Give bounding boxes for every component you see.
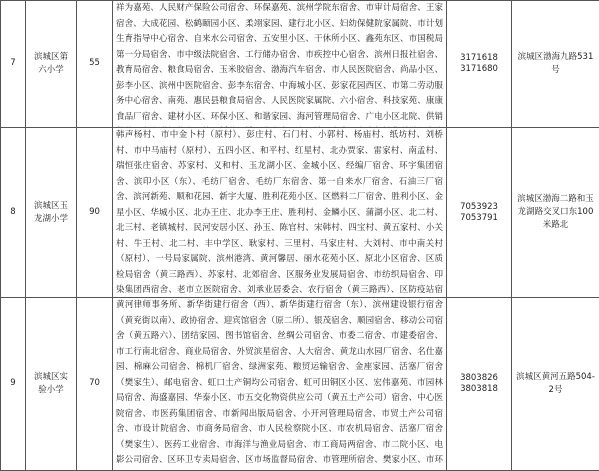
enrollment-area	[113, 128, 447, 298]
row-number: 9	[1, 298, 26, 471]
phone-1: 7053923	[460, 201, 498, 212]
school-address: 滨城区渤海二路和玉龙湖路交叉口东100米路北	[512, 128, 599, 298]
row-number: 8	[1, 128, 26, 298]
enrollment-area	[113, 1, 447, 128]
school-name: 滨城区实验小学	[26, 298, 77, 471]
enrollment-area	[113, 298, 447, 471]
enrollment-area-text: 祥为嘉苑、人民财产保险公司宿舍、环保嘉苑、滨州学院东宿舍、市审计局宿舍、王家宿舍、大成花园、松鹤颐园小区、柔翊家园、建行北小区、妇幼保健院家属院、市计划生育指导中心宿舍、自来水公司宿舍、五安里小区、干休所小区、鑫苑东区、市国税局第一分局宿舍、市中级法院宿舍、工行储办宿舍、市疾控中心宿舍、滨州日报社宿舍、教育局宿舍、粮食局宿舍、玉米胶宿舍、渤海汽车宿舍、市人民医院宿舍、尚品小区、彭李小区、滨州中医院宿舍、彭李东宿舍、中海城小区、彭家花园西区、市第二劳动服务中心宿舍、南苑、惠民县粮食局宿舍、人民医院家属院、六小宿舍、科技家苑、康康食品厂宿舍、建材小区、环保小区、和谐家园、海河管理局宿舍、广电小区北院、供销	[116, 3, 443, 122]
row-number: 7	[1, 1, 26, 128]
enrollment-count: 70	[77, 298, 113, 471]
phone-2: 7053791	[460, 212, 498, 223]
phone-1: 3803826	[460, 373, 498, 383]
contact-phones	[447, 1, 512, 128]
contact-phones	[447, 298, 512, 471]
enrollment-count: 55	[77, 1, 113, 128]
school-address: 滨城区黄河五路504-2号	[512, 298, 599, 471]
school-address: 滨城区渤海九路531号	[512, 1, 599, 128]
school-name: 滨城区第六小学	[26, 1, 77, 128]
enrollment-count: 90	[77, 128, 113, 298]
table-row	[1, 128, 599, 298]
contact-phones	[447, 128, 512, 298]
phone-2: 3171680	[460, 64, 498, 74]
table-row	[1, 298, 599, 471]
enrollment-area-text: 黄河律师事务所、新华街建行宿舍（西）、新华街建行宿舍（东）、滨州建设银行宿舍（黄兖街以南）、政协宿舍、迎宾馆宿舍（原二所）、银茂宿舍、顺园宿舍、移动公司宿舍（黄五路六）、团结家园、图书馆宿舍、丝绸公司宿舍、市委二宿舍、市建委宿舍、市工行南北宿舍、商业局宿舍、外贸滨星宿舍、人大宿舍、黄龙山水园厂宿舍、名仕嘉园、棉麻公司宿舍、棉机厂宿舍、绿洲家苑、粮贸运输宿舍、金座家园、活塞厂宿舍（樊家生）、邮电宿舍、虹口土产铜均公司宿舍、虹可田铜区小区、宏伟嘉苑、市园林局宿舍、海盛嘉园、华泰小区、市五交化物资供应公司（黄五土产公司）宿舍、中心医院宿舍、市医药集团宿舍、市新闻出版局宿舍、小开河管理局宿舍、市贸土产公司宿舍、市设计院宿舍、市商务局宿舍、市人民检察院小区、市农机局宿舍、活塞厂宿舍（樊家生）、医药工业宿舍、市海洋与渔业局宿舍、市工商局两宿舍、市二院小区、电影公司宿舍、区环卫专卖局宿舍、区市场监督局宿舍、市管理所宿舍、樊家小区、市环	[116, 300, 443, 465]
phone-1: 3171618	[460, 53, 498, 63]
enrollment-area-text: 韩声杨村、市中金卜村（原村）、彭庄村、石门村、小郭村、杨庙村、纸坊村、刘桥村、市中马庙村（原村）、五四小区、和平村、红星村、北办贾家、雷家村、南孟村、瑞恒张庄宿舍、苏家村、义和村、玉龙湖小区、金城小区、经编厂宿舍、环宇集团宿舍、滨印小区（东）、毛纺厂宿舍、毛纺厂东宿舍、第一自来水厂宿舍、石油三厂宿舍、滨河新苑、顺和花园、新宇大厦、胜利花苑小区、区燃料二厂宿舍、胜利小区、金星小区、华城小区、北办王庄、北办李王庄、胜利村、金鳞小区、蒲湖小区、北二村、北三村、老镇城村、民河安居小区、孙玉、陈官村、宋韩村、四宝村、黄五家村、小关村、牛王村、北二村、丰中学区、耿家村、三里村、马家庄村、大刘村、市中南关村（原村）、一号局家属院、滨州港湾、黄河馨居、丽水花苑小区、原北小区宿舍、区质检局宿舍（黄三路西）、苏家村、北郊宿舍、区服务业发展局宿舍、市纺织局宿舍、印染集团西宿舍、老市立医院宿舍、刘承业居委会、农行宿舍（黄三路西）、区防疫站宿	[116, 130, 443, 295]
school-name: 滨城区玉龙湖小学	[26, 128, 77, 298]
table-row	[1, 1, 599, 128]
phone-2: 3803818	[460, 384, 498, 394]
